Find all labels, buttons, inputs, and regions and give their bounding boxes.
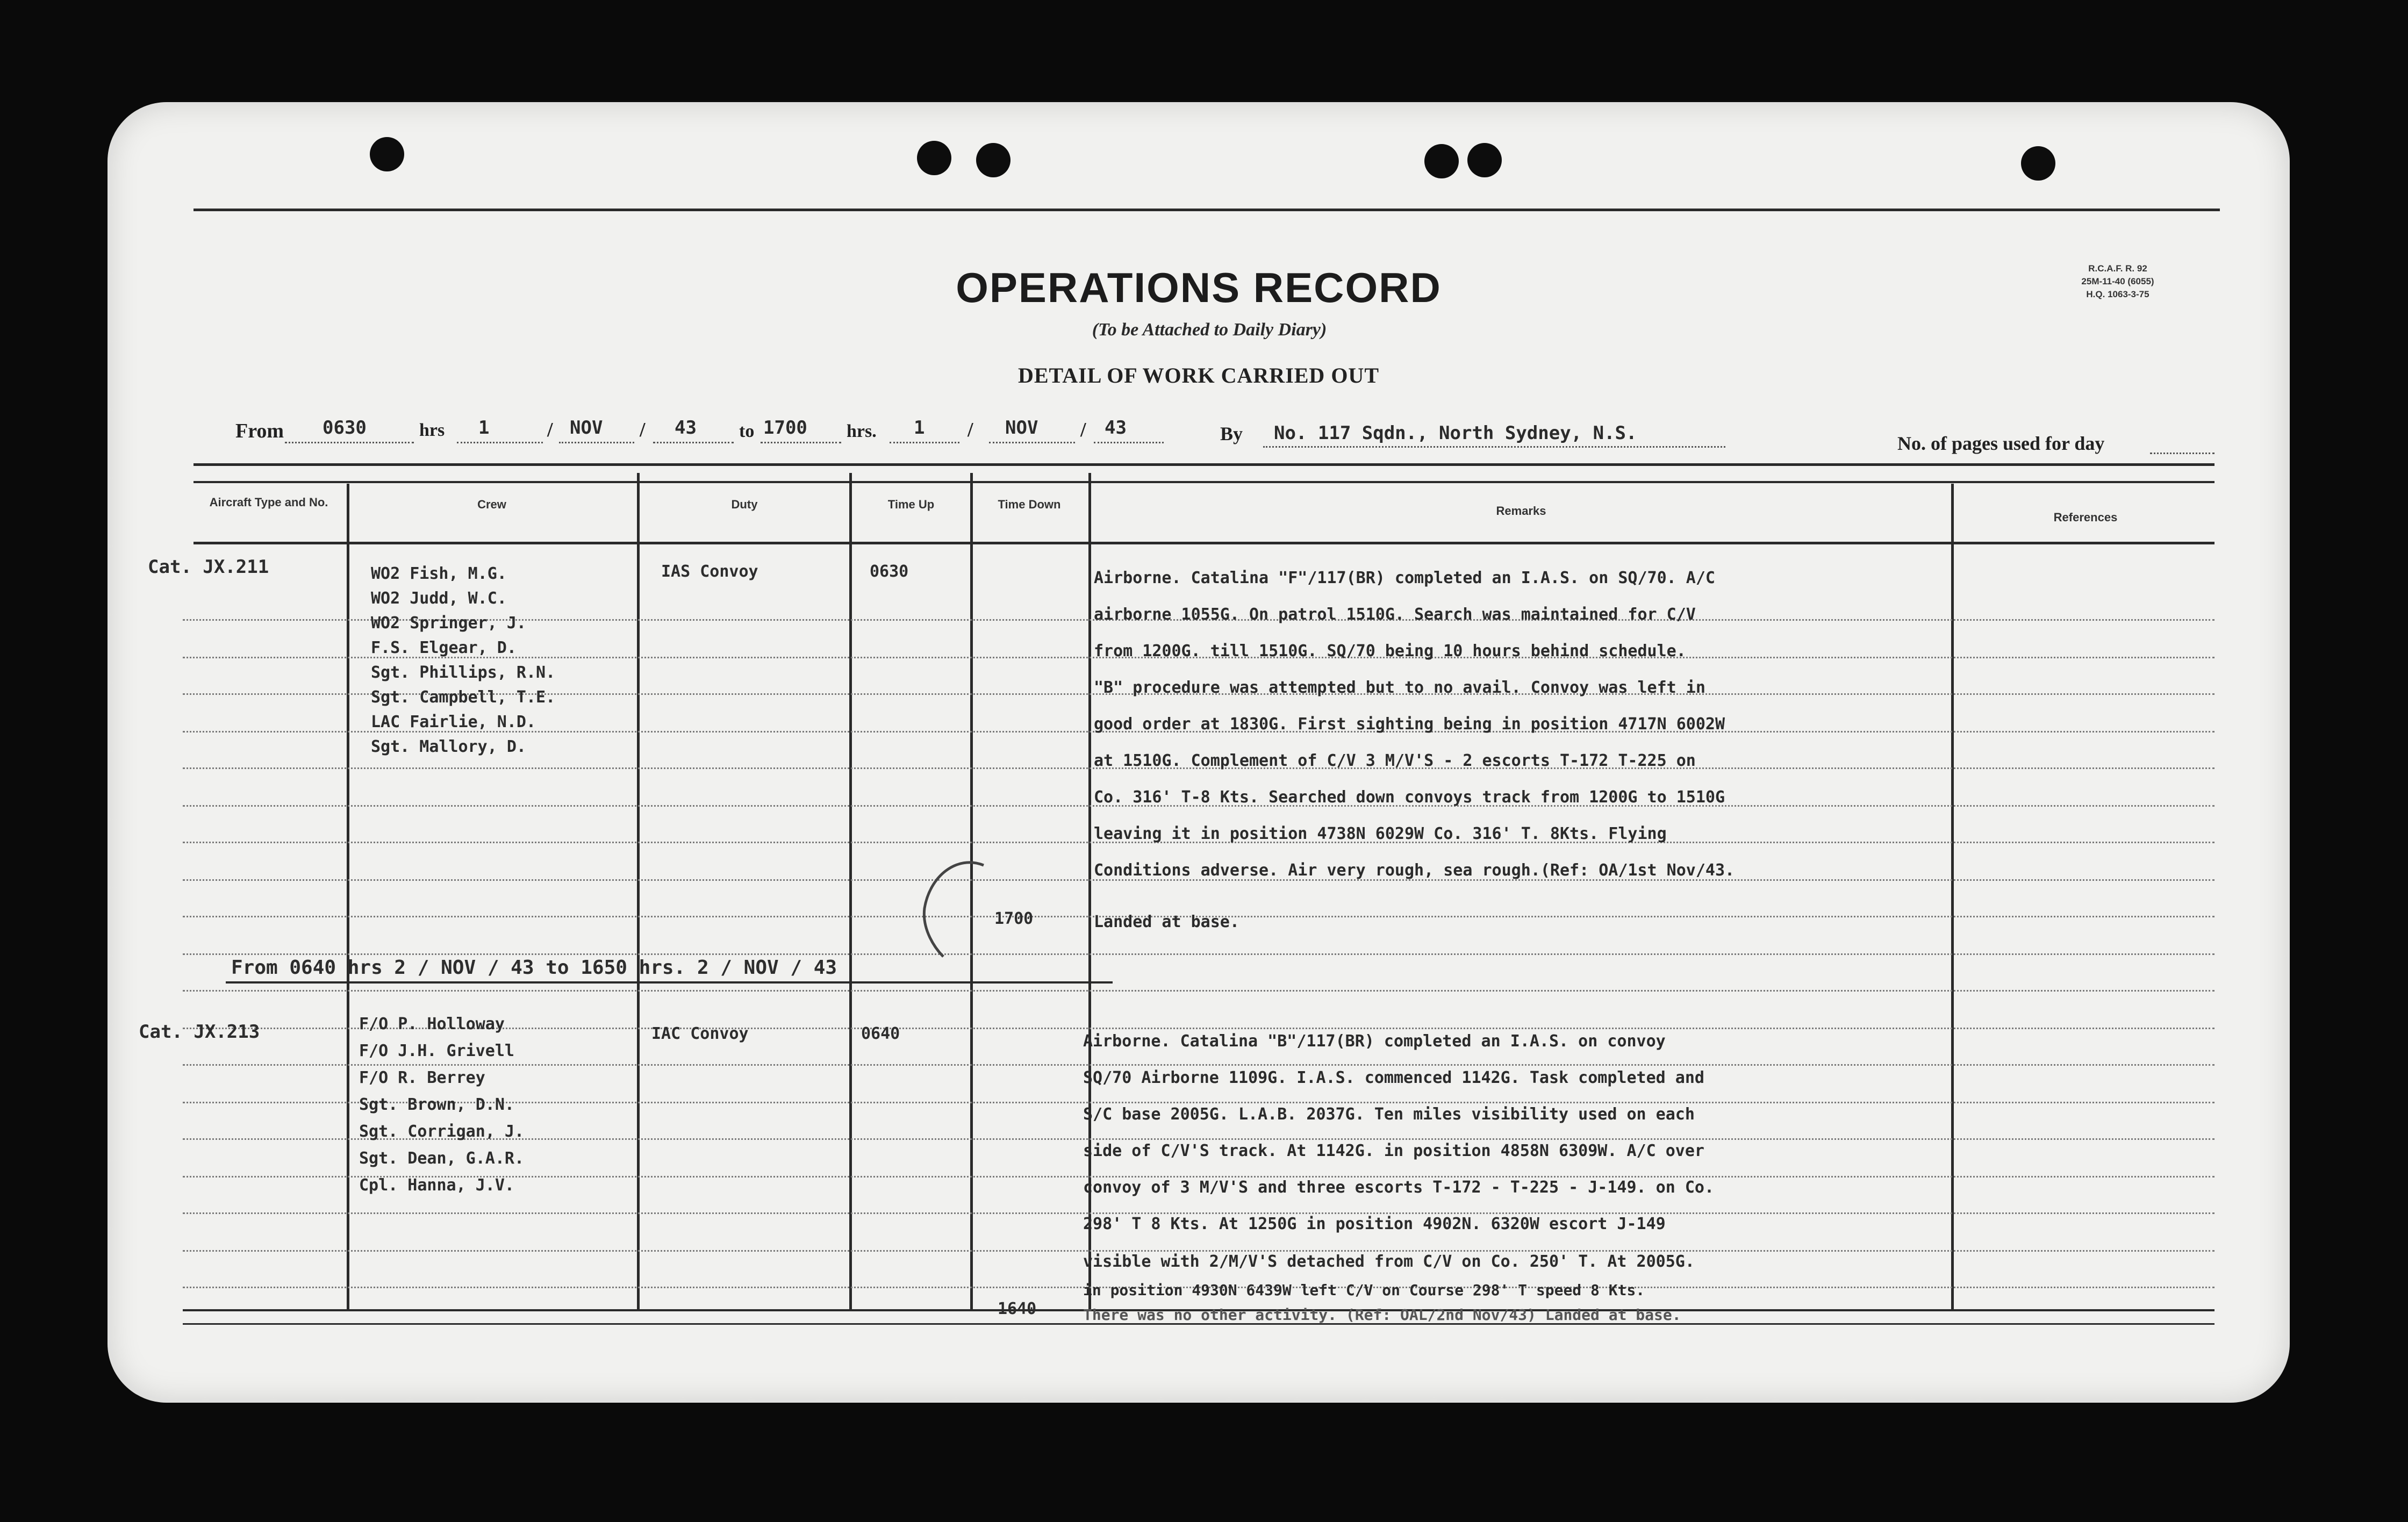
crew-member: Sgt. Mallory, D. — [371, 737, 526, 756]
remark-line: Conditions adverse. Air very rough, sea rough.(Ref: OA/1st Nov/43. — [1094, 861, 1735, 880]
crew-member: F/O J.H. Grivell — [359, 1042, 514, 1060]
col-time-down: Time Down — [998, 498, 1061, 511]
crew-member: Sgt. Dean, G.A.R. — [359, 1149, 525, 1168]
from-month-line — [559, 442, 634, 443]
by-label: By — [1220, 423, 1243, 444]
interline-date: From 0640 hrs 2 / NOV / 43 to 1650 hrs. 2 / NOV / 43 — [231, 957, 837, 979]
to-time-line — [761, 442, 841, 443]
from-year-line — [653, 442, 734, 443]
aircraft-id: Cat. JX.213 — [139, 1021, 260, 1043]
hrs-label: hrs — [419, 420, 445, 440]
to-day: 1 — [914, 417, 925, 439]
page-subtitle: (To be Attached to Daily Diary) — [1092, 320, 1327, 340]
crew-member: WO2 Judd, W.C. — [371, 589, 507, 608]
duty: IAS Convoy — [661, 562, 758, 581]
slash: / — [1080, 419, 1086, 441]
to-month: NOV — [1005, 417, 1038, 439]
duty: IAC Convoy — [651, 1024, 749, 1043]
from-year: 43 — [675, 417, 697, 439]
remark-line: leaving it in position 4738N 6029W Co. 316' T. 8Kts. Flying — [1094, 824, 1667, 843]
time-up: 0640 — [861, 1024, 900, 1043]
to-time: 1700 — [763, 417, 807, 439]
remark-line: Airborne. Catalina "F"/117(BR) completed an I.A.S. on SQ/70. A/C — [1094, 569, 1715, 587]
detail-heading: DETAIL OF WORK CARRIED OUT — [1017, 363, 1379, 387]
row-rule — [183, 990, 2214, 992]
remark-line: Co. 316' T-8 Kts. Searched down convoys track from 1200G to 1510G — [1094, 788, 1725, 807]
crew-member: Sgt. Corrigan, J. — [359, 1122, 525, 1141]
col-crew: Crew — [477, 498, 506, 511]
table-top-rule-2 — [194, 481, 2214, 483]
remark-line: airborne 1055G. On patrol 1510G. Search was maintained for C/V — [1094, 605, 1696, 624]
time-down: 1640 — [998, 1300, 1037, 1318]
to-year-line — [1094, 442, 1164, 443]
top-rule — [194, 209, 2220, 211]
crew-member: LAC Fairlie, N.D. — [371, 713, 536, 731]
binder-hole — [1424, 144, 1459, 178]
col-references: References — [2053, 511, 2118, 524]
remark-line: side of C/V'S track. At 1142G. in position 4858N 6309W. A/C over — [1083, 1142, 1704, 1160]
col-duty: Duty — [731, 498, 758, 511]
from-label: From — [235, 420, 284, 442]
by-value: No. 117 Sqdn., North Sydney, N.S. — [1274, 422, 1637, 444]
col-divider — [347, 484, 349, 1311]
form-ref-line: H.Q. 1063-3-75 — [2086, 289, 2149, 299]
slash: / — [547, 419, 553, 441]
remark-line: at 1510G. Complement of C/V 3 M/V'S - 2 escorts T-172 T-225 on — [1094, 751, 1696, 770]
remark-line: from 1200G. till 1510G. SQ/70 being 10 hours behind schedule. — [1094, 642, 1686, 661]
time-up: 0630 — [870, 562, 909, 581]
form-ref-line: 25M-11-40 (6055) — [2081, 276, 2154, 286]
remark-line: convoy of 3 M/V'S and three escorts T-172 - T-225 - J-149. on Co. — [1083, 1178, 1714, 1197]
to-hrs-label: hrs. — [847, 421, 877, 441]
row-rule — [183, 953, 2214, 955]
remark-line: 298' T 8 Kts. At 1250G in position 4902N. 6320W escort J-149 — [1083, 1215, 1666, 1233]
row-rule — [183, 1250, 2214, 1252]
remark-line: Airborne. Catalina "B"/117(BR) completed an I.A.S. on convoy — [1083, 1032, 1666, 1051]
binder-hole — [1467, 143, 1502, 177]
binder-hole — [370, 137, 404, 171]
aircraft-id: Cat. JX.211 — [148, 556, 269, 578]
remark-line: S/C base 2005G. L.A.B. 2037G. Ten miles visibility used on each — [1083, 1105, 1695, 1124]
col-aircraft: Aircraft Type and No. — [209, 496, 328, 509]
row-rule — [183, 1212, 2214, 1214]
remark-line: in position 4930N 6439W left C/V on Course 298' T speed 8 Kts. — [1083, 1281, 1645, 1299]
crew-member: Sgt. Brown, D.N. — [359, 1095, 514, 1114]
col-divider — [849, 473, 852, 1311]
from-day-line — [457, 442, 543, 443]
to-year: 43 — [1105, 417, 1127, 439]
form-ref-line: R.C.A.F. R. 92 — [2088, 263, 2147, 274]
binder-hole — [976, 143, 1010, 177]
time-down: 1700 — [994, 909, 1034, 928]
by-line — [1263, 446, 1725, 448]
crew-member: WO2 Fish, M.G. — [371, 564, 507, 583]
remark-line: "B" procedure was attempted but to no avail. Convoy was left in — [1094, 678, 1705, 697]
col-divider — [1951, 484, 1954, 1311]
to-month-line — [989, 442, 1075, 443]
crew-member: Sgt. Phillips, R.N. — [371, 663, 556, 682]
to-day-line — [890, 442, 959, 443]
to-label: to — [739, 421, 755, 441]
remark-line: Landed at base. — [1094, 913, 1239, 931]
pages-line — [2150, 453, 2214, 454]
col-divider — [637, 473, 640, 1311]
crew-member: WO2 Springer, J. — [371, 614, 526, 633]
remark-line: visible with 2/M/V'S detached from C/V on Co. 250' T. At 2005G. — [1083, 1252, 1695, 1271]
crew-member: F.S. Elgear, D. — [371, 638, 517, 657]
slash: / — [640, 419, 646, 441]
remark-line: There was no other activity. (Ref: OAL/2nd Nov/43) Landed at base. — [1083, 1306, 1681, 1324]
col-remarks: Remarks — [1496, 504, 1546, 518]
crew-member: F/O P. Holloway — [359, 1015, 505, 1033]
row-rule — [183, 1064, 2214, 1066]
interline-underline — [226, 981, 1113, 983]
crew-member: Cpl. Hanna, J.V. — [359, 1176, 514, 1195]
binder-hole — [2021, 146, 2055, 181]
remark-line: SQ/70 Airborne 1109G. I.A.S. commenced 1142G. Task completed and — [1083, 1068, 1704, 1087]
col-time-up: Time Up — [887, 498, 935, 511]
from-month: NOV — [570, 417, 603, 439]
slash: / — [968, 419, 973, 441]
header-bottom-rule — [194, 542, 2214, 544]
from-day: 1 — [478, 417, 490, 439]
binder-hole — [917, 141, 951, 175]
form-reference — [2059, 262, 2177, 301]
from-time-line — [285, 442, 414, 443]
remark-line: good order at 1830G. First sighting being in position 4717N 6002W — [1094, 715, 1725, 734]
pages-label: No. of pages used for day — [1897, 433, 2105, 454]
crew-member: Sgt. Campbell, T.E. — [371, 688, 556, 707]
crew-member: F/O R. Berrey — [359, 1068, 485, 1087]
page-title: OPERATIONS RECORD — [956, 264, 1442, 311]
table-top-rule — [194, 463, 2214, 466]
handwritten-mark — [908, 855, 994, 962]
from-time: 0630 — [322, 417, 367, 439]
